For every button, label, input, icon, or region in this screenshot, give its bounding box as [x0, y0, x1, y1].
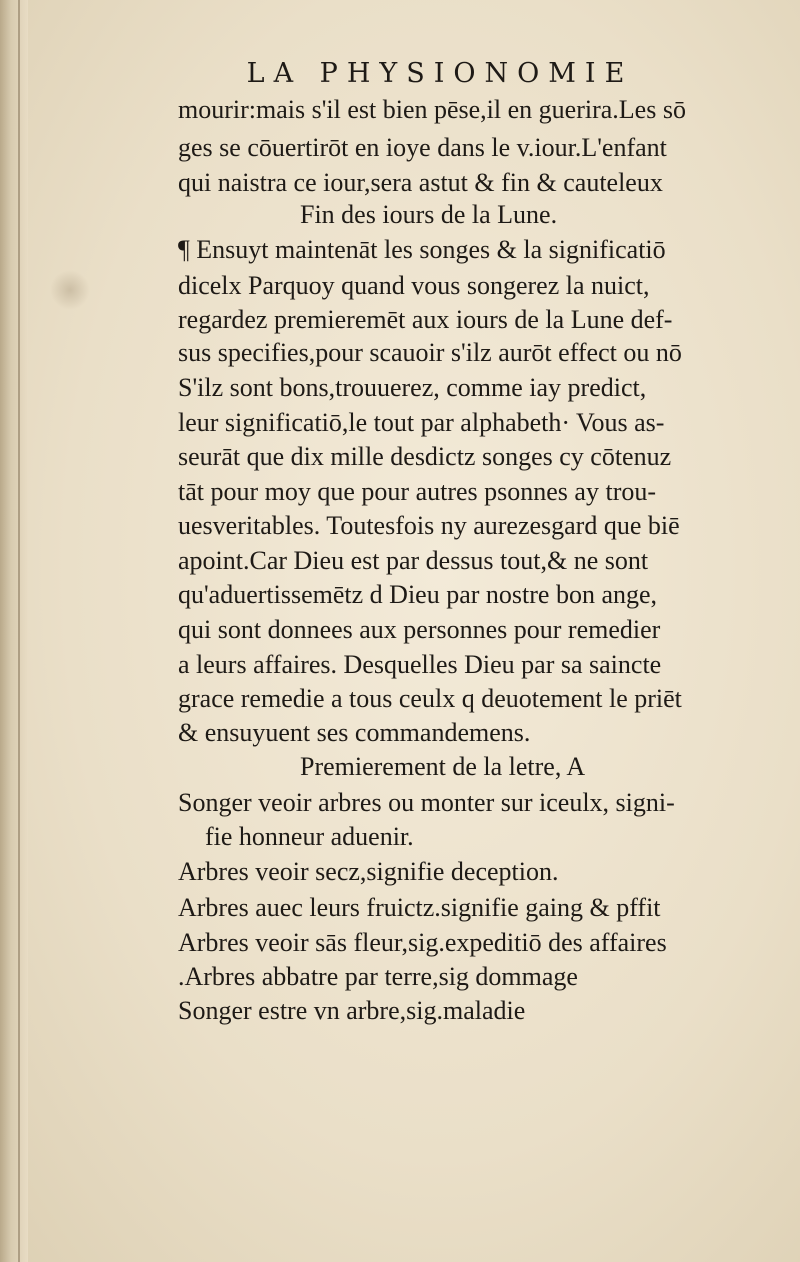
running-head: LA PHYSIONOMIE [246, 58, 634, 89]
text-line-8: sus specifies,pour scauoir s'ilz aurōt effect ou nō [178, 338, 682, 367]
text-line-15: qu'aduertissemētz d Dieu par nostre bon ange, [178, 580, 658, 609]
page-gutter [0, 0, 28, 1262]
text-line-19: & ensuyuent ses commandemens. [178, 718, 531, 747]
section-end-heading: Fin des iours de la Lune. [300, 200, 558, 229]
text-line-7: regardez premieremēt aux iours de la Lune def- [178, 305, 673, 334]
text-line-12: tāt pour moy que pour autres psonnes ay trou- [178, 477, 657, 506]
ink-smudge [50, 270, 90, 310]
text-line-13: uesveritables. Toutesfois ny aurezesgard que biē [178, 511, 680, 540]
text-line-2: ges se cōuertirōt en ioye dans le v.iour.L'enfant [178, 133, 667, 162]
text-line-10: leur significatiō,le tout par alphabeth· Vous as- [178, 408, 665, 437]
text-line-5: ¶ Ensuyt maintenāt les songes & la significatiō [178, 235, 666, 264]
text-line-1: mourir:mais s'il est bien pēse,il en guerira.Les sō [178, 95, 686, 124]
entry-line-3: Arbres auec leurs fruictz.signifie gaing & pffit [178, 893, 661, 922]
text-line-6: dicelx Parquoy quand vous songerez la nuict, [178, 271, 650, 300]
gutter-edge-line [18, 0, 20, 1262]
text-line-18: grace remedie a tous ceulx q deuotement le priēt [178, 684, 682, 713]
entry-line-1-cont: fie honneur aduenir. [205, 822, 414, 851]
text-line-9: S'ilz sont bons,trouuerez, comme iay predict, [178, 373, 647, 402]
text-line-16: qui sont donnees aux personnes pour remedier [178, 615, 661, 644]
entry-line-1: Songer veoir arbres ou monter sur iceulx, signi- [178, 788, 675, 817]
text-line-3: qui naistra ce iour,sera astut & fin & cauteleux [178, 168, 663, 197]
text-line-17: a leurs affaires. Desquelles Dieu par sa saincte [178, 650, 662, 679]
entry-line-4: Arbres veoir sās fleur,sig.expeditiō des affaires [178, 928, 667, 957]
letter-section-heading: Premierement de la letre, A [300, 752, 586, 781]
text-line-14: apoint.Car Dieu est par dessus tout,& ne sont [178, 546, 649, 575]
entry-line-6: Songer estre vn arbre,sig.maladie [178, 996, 526, 1025]
text-line-11: seurāt que dix mille desdictz songes cy cōtenuz [178, 442, 672, 471]
entry-line-5: .Arbres abbatre par terre,sig dommage [178, 962, 578, 991]
entry-line-2: Arbres veoir secz,signifie deception. [178, 857, 559, 886]
